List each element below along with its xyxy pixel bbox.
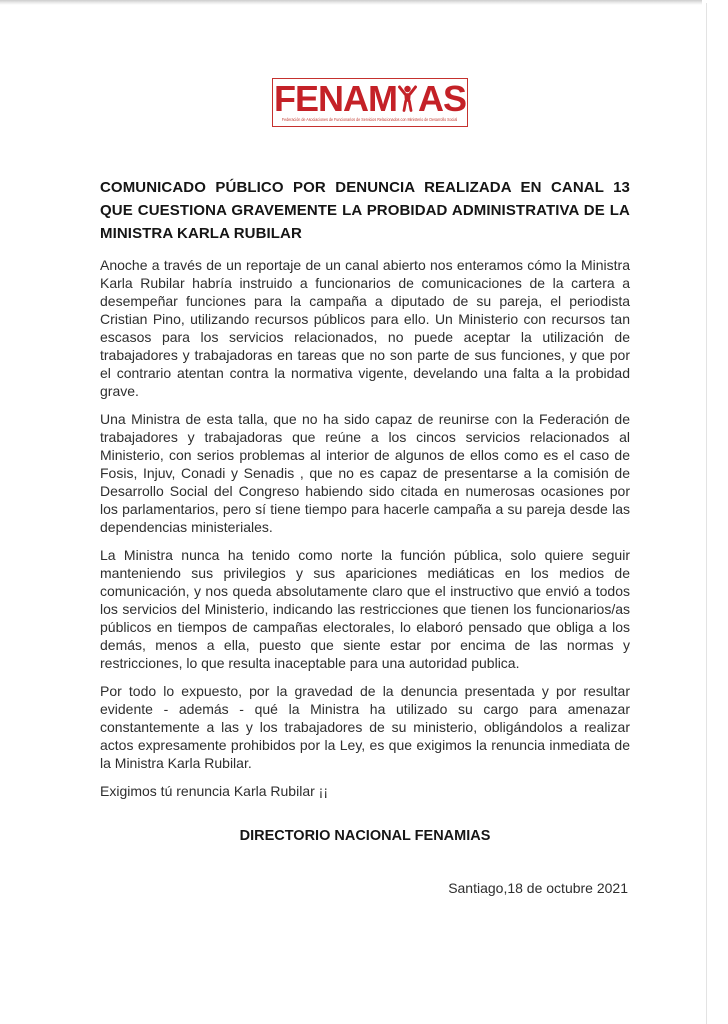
scan-edge-top <box>0 0 702 5</box>
paragraph-2: Una Ministra de esta talla, que no ha sido capaz de reunirse con la Federación de trabajadores y trabajadoras que reúne a los cincos servicios relacionados al Ministerio, con serios problemas al interior de algunos de ellos como es el caso de Fosis, Injuv, Conadi y Senadis , que no es capaz de presentarse a la comisión de Desarrollo Social del Congreso habiendo sido citada en numerosas ocasiones por los parlamentarios, pero sí tiene tiempo para hacerle campaña a su pareja desde las dependencias ministeriales. <box>100 411 630 535</box>
dateline: Santiago,18 de octubre 2021 <box>448 880 628 896</box>
scan-edge-right <box>706 3 707 1024</box>
wordmark-text-left: FENAM <box>273 78 397 119</box>
fenamias-logo <box>272 78 468 127</box>
paragraph-3: La Ministra nunca ha tenido como norte la función pública, solo quiere seguir manteniendo sus privilegios y sus apariciones mediáticas en los medios de comunicación, y nos queda absolutamente claro que el instructivo que envió a todos los servicios del Ministerio, indicando las restricciones que tienen los funcionarios/as públicos en tiempos de campañas electorales, lo elaboró pensado que obliga a los demás, menos a ella, puesto que siente estar por encima de las normas y restricciones, lo que resulta inaceptable para una autoridad publica. <box>100 547 630 671</box>
document-heading: COMUNICADO PÚBLICO POR DENUNCIA REALIZADA EN CANAL 13 QUE CUESTIONA GRAVEMENTE LA PROBIDAD ADMINISTRATIVA DE LA MINISTRA KARLA RUBILAR <box>100 179 630 242</box>
paragraph-4: Por todo lo expuesto, por la gravedad de la denuncia presentada y por resultar evidente - además - qué la Ministra ha utilizado su cargo para amenazar constantemente a las y los trabajadores de su ministerio, obligándolos a realizar actos expresamente prohibidos por la Ley, es que exigimos la renuncia inmediata de la Ministra Karla Rubilar. <box>100 683 630 771</box>
wordmark-text-right: AS <box>417 78 466 119</box>
person-raised-arms-icon <box>398 85 417 113</box>
fenamias-wordmark <box>273 78 467 119</box>
closing-demand-line: Exigimos tú renuncia Karla Rubilar ¡¡ <box>100 783 328 799</box>
paragraph-1: Anoche a través de un reportaje de un canal abierto nos enteramos cómo la Ministra Karla Rubilar habría instruido a funcionarios de comunicaciones de la cartera a desempeñar funciones para la campaña a diputado de su pareja, el periodista Cristian Pino, utilizando recursos públicos para ello. Un Ministerio con recursos tan escasos para los servicios relacionados, no puede aceptar la utilización de trabajadores y trabajadoras en tareas que no son parte de sus funciones, y que por el contrario atentan contra la normativa vigente, develando una falta a la probidad grave. <box>100 257 630 399</box>
document-content <box>100 176 630 897</box>
signature-line: DIRECTORIO NACIONAL FENAMIAS <box>239 828 491 844</box>
logo-tagline: Federación de Asociaciones de Funcionarios de Servicios Relacionados con Ministerio de Desarrollo Social <box>282 116 458 123</box>
